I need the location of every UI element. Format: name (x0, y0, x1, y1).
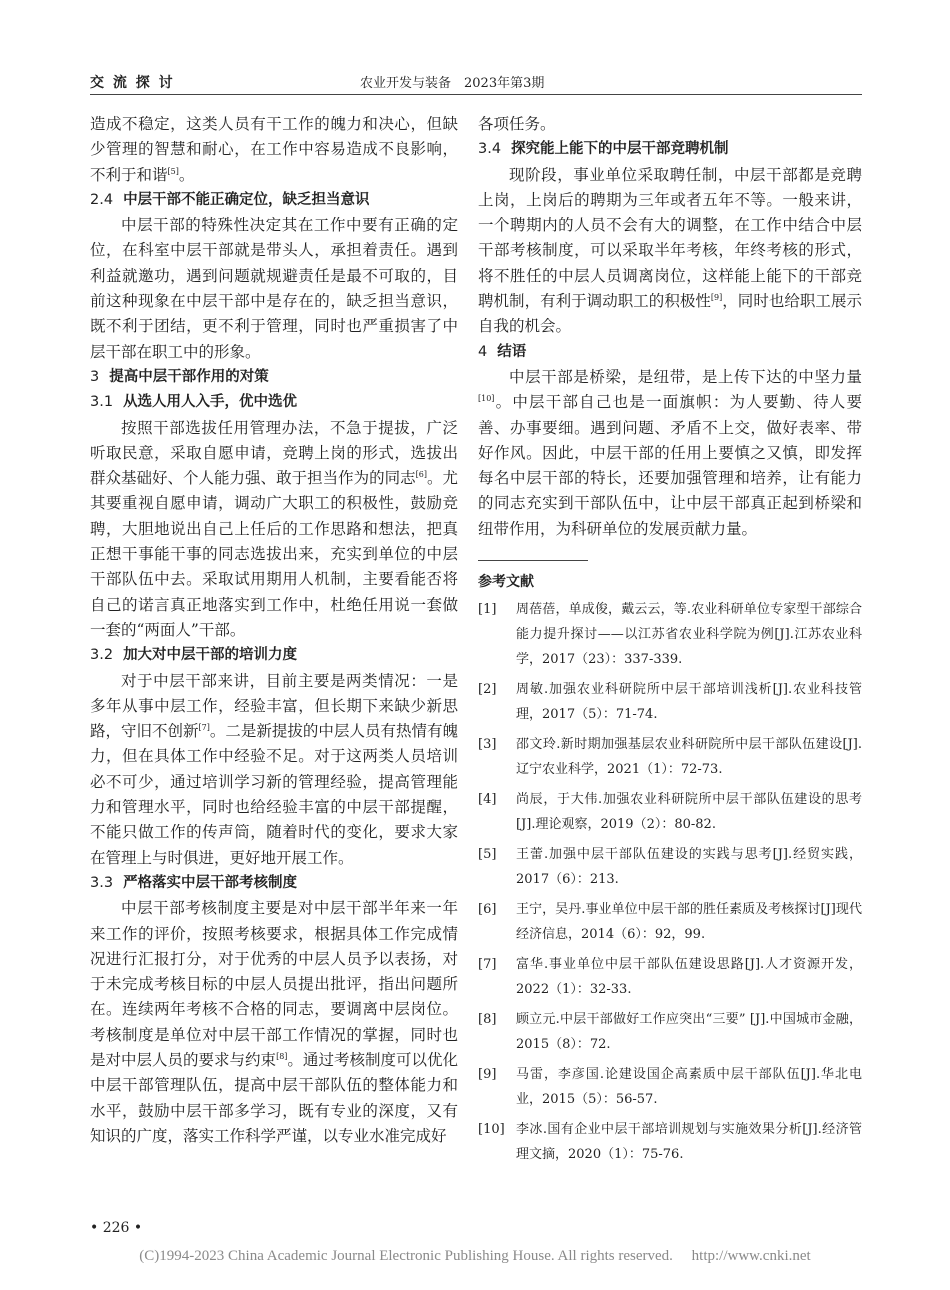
reference-item (478, 677, 862, 727)
heading-title: 结语 (497, 343, 527, 360)
reference-text: 王宁，吴丹.事业单位中层干部的胜任素质及考核探讨[J]现代经济信息，2014（6）：92，99. (516, 902, 862, 943)
reference-item (478, 842, 862, 892)
reference-item (478, 787, 862, 837)
paragraph-text: 中层干部考核制度主要是对中层干部半年来一年来工作的评价，按照考核要求，根据具体工作完成情况进行汇报打分，对于优秀的中层人员予以表扬，对于未完成考核目标的中层人员提出批评，指出问题所在。连续两年考核不合格的同志，要调离中层岗位。考核制度是单位对中层干部工作情况的掌握，同时也是对中层人员的要求与约束 (90, 899, 458, 1069)
paragraph-text-tail: 。中层干部自己也是一面旗帜：为人要勤、待人要善、办事要细。遇到问题、矛盾不上交，做好表率、带好作风。因此，中层干部的任用上要慎之又慎，即发挥每名中层干部的特长，还要加强管理和培养，让有能力的同志充实到干部队伍中，让中层干部真正起到桥梁和纽带作用，为科研单位的发展贡献力量。 (478, 393, 862, 538)
paragraph (478, 112, 862, 137)
reference-item (478, 952, 862, 1002)
paragraph (478, 365, 862, 542)
paragraph (90, 416, 458, 644)
section-heading (90, 643, 458, 668)
paragraph-text: 中层干部的特殊性决定其在工作中要有正确的定位，在科室中层干部就是带头人，承担着责任。遇到利益就邀功，遇到问题就规避责任是最不可取的，目前这种现象在中层干部中是存在的，缺乏担当意识，既不利于团结，更不利于管理，同时也严重损害了中层干部在职工中的形象。 (90, 216, 458, 361)
section-heading (478, 137, 862, 162)
reference-text: 周蓓蓓，单成俊，戴云云，等.农业科研单位专家型干部综合能力提升探讨——以江苏省农业科学院为例[J].江苏农业科学，2017（23）：337-339. (516, 602, 862, 668)
paragraph-text-tail: 。 (178, 165, 195, 184)
citation-marker: [5] (167, 166, 179, 176)
heading-number: 4 (478, 343, 488, 360)
citation-marker: [6] (415, 470, 427, 480)
heading-number: 3.3 (90, 874, 114, 891)
references-rule (478, 560, 588, 561)
reference-item (478, 1117, 862, 1167)
left-column (90, 112, 458, 1149)
reference-number: [9] (478, 1067, 497, 1083)
copyright-footer: (C)1994-2023 China Academic Journal Electronic Publishing House. All rights reserved. http://www.cnki.net (139, 1248, 811, 1264)
paragraph-text-tail: 。尤其要重视自愿申请，调动广大职工的积极性，鼓励竞聘，大胆地说出自己上任后的工作思路和想法，把真正想干事能干事的同志选拔出来，充实到单位的中层干部队伍中去。采取试用期用人机制，主要看能否将自己的诺言真正地落实到工作中，杜绝任用说一套做一套的“两面人”干部。 (90, 469, 458, 639)
page-number: • 226 • (90, 1220, 143, 1236)
paragraph-text-tail: 。通过考核制度可以优化中层干部管理队伍，提高中层干部队伍的整体能力和水平，鼓励中层干部多学习，既有专业的深度，又有知识的广度，落实工作科学严谨，以专业水准完成好 (90, 1050, 458, 1145)
reference-number: [4] (478, 792, 497, 808)
reference-number: [7] (478, 957, 497, 973)
paragraph-text-tail: ，同时也给职工展示自我的机会。 (478, 292, 862, 336)
reference-number: [5] (478, 847, 497, 863)
reference-number: [8] (478, 1012, 497, 1028)
paragraph (90, 213, 458, 365)
reference-text: 顾立元.中层干部做好工作应突出“三要” [J].中国城市金融，2015（8）：72. (516, 1012, 862, 1053)
paragraph-text: 对于中层干部来讲，目前主要是两类情况：一是多年从事中层工作，经验丰富，但长期下来缺少新思路，守旧不创新 (90, 671, 458, 741)
section-heading (90, 390, 458, 415)
paragraph-text: 现阶段，事业单位采取聘任制，中层干部都是竞聘上岗，上岗后的聘期为三年或者五年不等。一般来讲，一个聘期内的人员不会有大的调整，在工作中结合中层干部考核制度，可以采取半年考核，年终考核的形式，将不胜任的中层人员调离岗位，这样能上能下的干部竞聘机制，有利于调动职工的积极性 (478, 165, 862, 311)
reference-text: 马雷，李彦国.论建设国企高素质中层干部队伍[J].华北电业，2015（5）：56-57. (516, 1067, 862, 1108)
header-rule (90, 94, 862, 95)
right-body (478, 112, 862, 542)
paragraph-text: 中层干部是桥梁，是纽带，是上传下达的中坚力量 (509, 367, 862, 386)
heading-title: 严格落实中层干部考核制度 (123, 874, 298, 891)
section-heading (90, 871, 458, 896)
reference-item (478, 897, 862, 947)
heading-number: 3.4 (478, 141, 502, 158)
reference-number: [10] (478, 1122, 505, 1138)
citation-marker: [8] (276, 1051, 288, 1061)
reference-text: 富华.事业单位中层干部队伍建设思路[J].人才资源开发，2022（1）：32-33. (516, 957, 862, 998)
reference-number: [2] (478, 682, 497, 698)
citation-marker: [7] (198, 723, 210, 733)
heading-number: 3.1 (90, 394, 114, 411)
reference-item (478, 732, 862, 782)
reference-number: [1] (478, 602, 497, 618)
paragraph (90, 112, 458, 188)
reference-item (478, 1062, 862, 1112)
paragraph (478, 163, 862, 340)
paragraph-text: 各项任务。 (478, 115, 556, 133)
heading-number: 2.4 (90, 191, 114, 208)
reference-item (478, 597, 862, 672)
heading-title: 从选人用人入手，优中选优 (123, 394, 298, 411)
reference-number: [3] (478, 737, 497, 753)
reference-text: 邵文玲.新时期加强基层农业科研院所中层干部队伍建设[J].辽宁农业科学，2021（1）：72-73. (516, 737, 862, 778)
references-heading: 参考文献 (478, 574, 534, 591)
section-heading (90, 365, 458, 390)
citation-marker: [10] (478, 394, 495, 404)
citation-marker: [9] (710, 293, 723, 303)
heading-title: 提高中层干部作用的对策 (109, 368, 269, 385)
reference-text: 周敏.加强农业科研院所中层干部培训浅析[J].农业科技管理，2017（5）：71-74. (516, 682, 862, 723)
paragraph-text-tail: 。二是新提拔的中层人员有热情有魄力，但在具体工作中经验不足。对于这两类人员培训必不可少，通过培训学习新的管理经验，提高管理能力和管理水平，同时也给经验丰富的中层干部提醒，不能只做工作的传声筒，随着时代的变化，要求大家在管理上与时俱进，更好地开展工作。 (90, 722, 458, 867)
heading-number: 3 (90, 368, 100, 385)
reference-text: 李冰.国有企业中层干部培训规划与实施效果分析[J].经济管理文摘，2020（1）：75-76. (516, 1122, 862, 1163)
reference-number: [6] (478, 902, 497, 918)
references-list (478, 597, 862, 1167)
paragraph (90, 896, 458, 1149)
section-label: 交 流 探 讨 (90, 75, 175, 91)
right-column (478, 112, 862, 1172)
reference-text: 尚辰，于大伟.加强农业科研院所中层干部队伍建设的思考[J].理论观察，2019（2）：80-82. (516, 792, 862, 833)
section-heading (90, 188, 458, 213)
heading-title: 加大对中层干部的培训力度 (123, 647, 298, 664)
reference-item (478, 1007, 862, 1057)
heading-number: 3.2 (90, 647, 114, 664)
paragraph-text: 造成不稳定，这类人员有干工作的魄力和决心，但缺少管理的智慧和耐心，在工作中容易造成不良影响，不利于和谐 (90, 115, 458, 184)
reference-text: 王蕾.加强中层干部队伍建设的实践与思考[J].经贸实践，2017（6）：213. (516, 847, 862, 888)
journal-info: 农业开发与装备 2023年第3期 (360, 76, 545, 91)
paragraph (90, 669, 458, 871)
heading-title: 探究能上能下的中层干部竞聘机制 (511, 141, 729, 158)
paragraph-text: 按照干部选拔任用管理办法，不急于提拔，广泛听取民意，采取自愿申请，竞聘上岗的形式，选拔出群众基础好、个人能力强、敢于担当作为的同志 (90, 418, 458, 488)
section-heading (478, 340, 862, 365)
heading-title: 中层干部不能正确定位，缺乏担当意识 (123, 191, 370, 208)
